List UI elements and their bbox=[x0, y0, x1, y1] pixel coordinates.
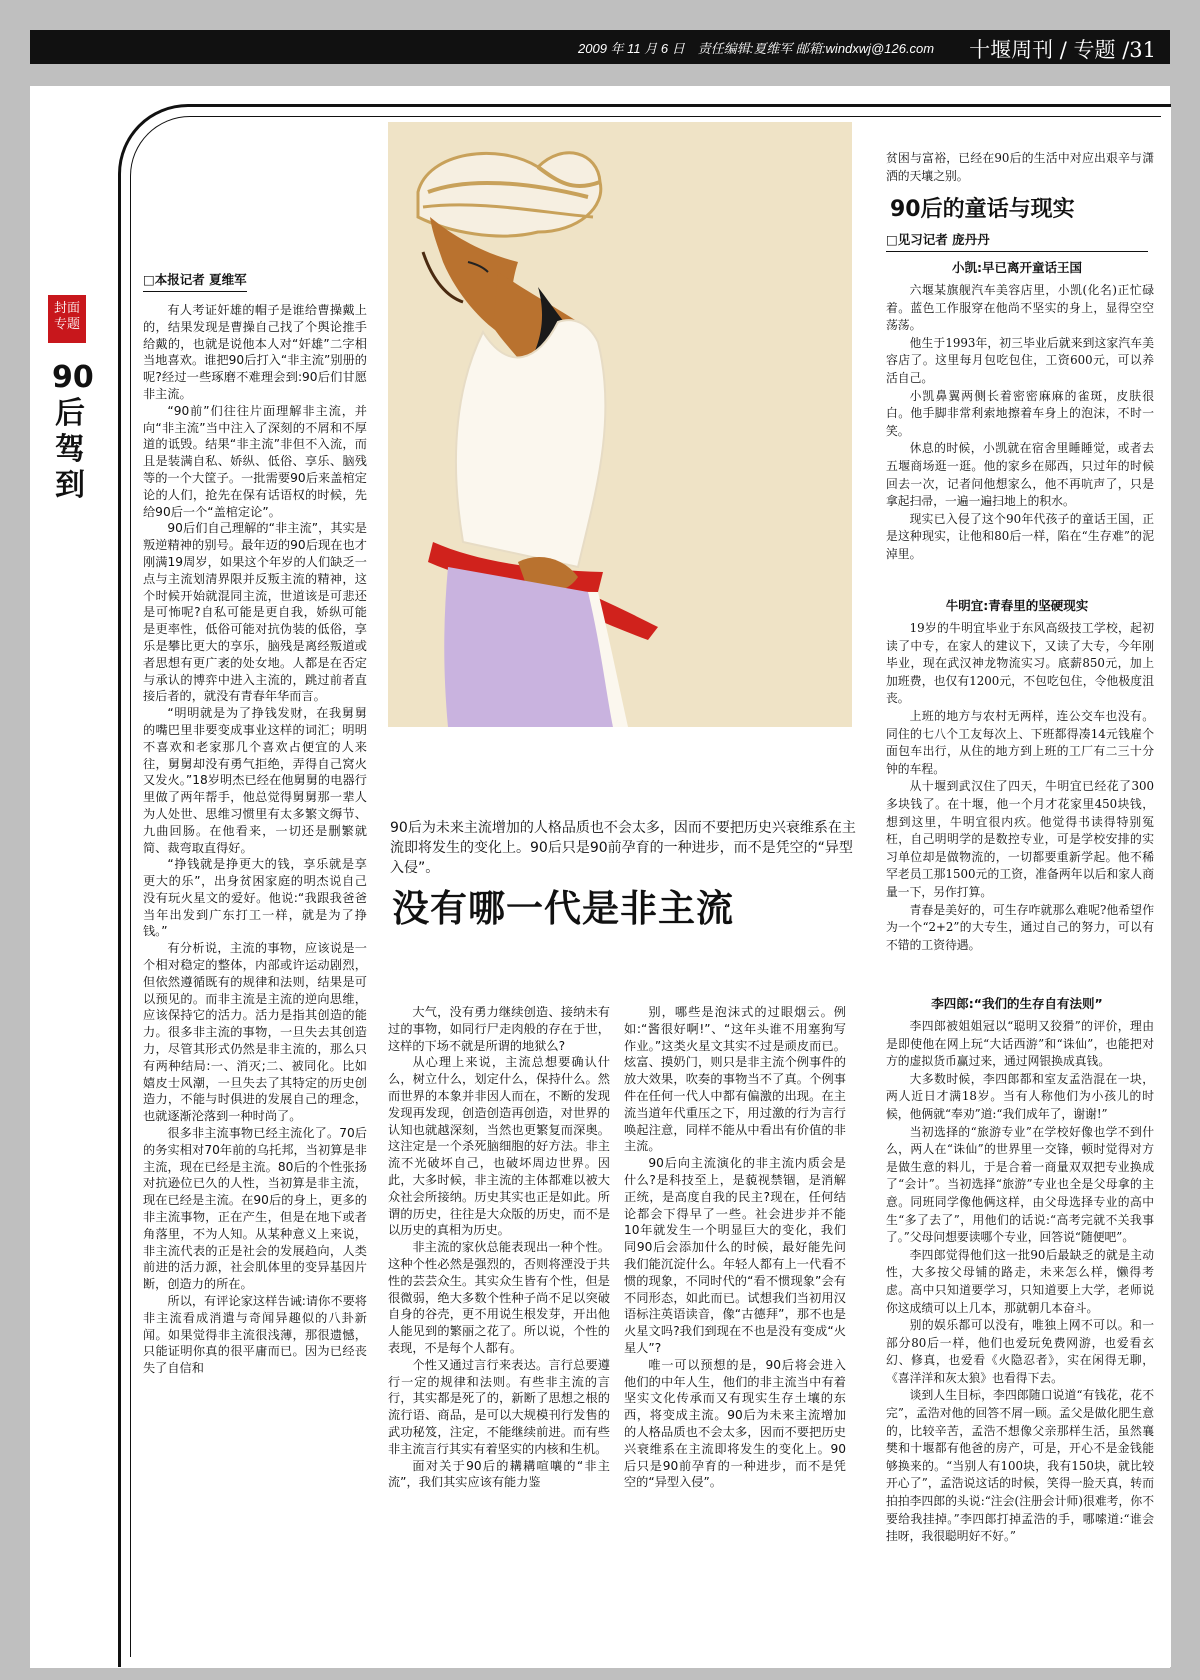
paragraph: 别的娱乐都可以没有，唯独上网不可以。和一部分80后一样，他们也爱玩免费网游，也爱看玄幻、修真，也爱看《火隐忍者》，实在闲得无聊，《喜洋洋和灰太狼》也看得下去。 bbox=[886, 1318, 1154, 1385]
header-bar bbox=[30, 30, 1170, 64]
vertical-title: 90后驾到 bbox=[52, 360, 94, 503]
header-info: 2009 年 11 月 6 日 责任编辑:夏维军 邮箱:windxwj@126.com bbox=[578, 41, 935, 56]
left-column-3 bbox=[624, 1004, 846, 1660]
paragraph: 休息的时候，小凯就在宿舍里睡睡觉，或者去五堰商场逛一逛。他的家乡在郧西，只过年的时候回去一次，记者问他想家么，他不再吭声了，只是拿起扫帚，一遍一遍扫地上的积水。 bbox=[886, 441, 1154, 509]
header-brand: 十堰周刊 / 专题 /31 bbox=[969, 38, 1156, 62]
paragraph: 别，哪些是泡沫式的过眼烟云。例如:“酱很好啊!”、“这年头谁不用塞狗写作业。”这类火星文其实不过是顽皮而已。炫富、摸奶门，则只是非主流个例事件的放大效果，吹奏的事物当不了真。个例事件在任何一代人中都有偏激的出现。在主流当道年代重压之下，用过激的行为言行唤起注意，同样不能从中看出有价值的非主流。 bbox=[624, 1005, 846, 1154]
paragraph: 六堰某旗舰汽车美容店里，小凯(化名)正忙碌着。蓝色工作服穿在他尚不坚实的身上，显得空空荡荡。 bbox=[886, 283, 1154, 333]
paragraph: 从心理上来说，主流总想要确认什么，树立什么，划定什么，保持什么。然而世界的本象并非因人而在，不断的发现发现再发现，创造创造再创造，对世界的认知也就越深刻，当然也更繁复而深奥。这注定是一个杀死脑细胞的好方法。非主流不光破坏自己，也破坏周边世界。因此，大多时候，非主流的主体都难以被大众社会所接纳。历史其实也正是如此。所谓的历史，往往是大众版的历史，而不是以历史的真相为历史。 bbox=[388, 1055, 610, 1238]
paragraph: 很多非主流事物已经主流化了。70后的务实相对70年前的乌托邦，当初算是非主流，现在已经是主流。80后的个性张扬对抗逊位已久的人性，当初算是非主流，现在已经是主流。在90后的身上，更多的非主流事物，正在产生，但是在地下或者角落里，不为人知。从某种意义上来说，非主流代表的正是社会的发展趋向，人类前进的活力源，社会肌体里的变异基因片断，创造力的所在。 bbox=[143, 1126, 367, 1292]
section-stamp: 封面专题 bbox=[48, 295, 86, 343]
paragraph: 现实已入侵了这个90年代孩子的童话王国，正是这种现实，让他和80后一样，陷在“生存难”的泥淖里。 bbox=[886, 511, 1154, 561]
section1-title: 小凯:早已离开童话王国 bbox=[952, 260, 1082, 275]
paragraph: 19岁的牛明宜毕业于东风高级技工学校，起初读了中专，在家人的建议下，又读了大专，今年刚毕业，现在武汉神龙物流实习。底薪850元，加上加班费，也仅有1200元，不包吃包住，令他极度沮丧。 bbox=[886, 621, 1154, 706]
paragraph: 大多数时候，李四郎都和室友孟浩混在一块，两人近日才满18岁。当有人称他们为小孩儿的时候，他俩就“奉劝”道:“我们成年了，谢谢!” bbox=[886, 1071, 1154, 1121]
right-byline: □见习记者 庞丹丹 bbox=[886, 230, 1148, 252]
paragraph: 所以，有评论家这样告诫:请你不要将非主流看成消遣与奇闻异趣似的八卦新闻。如果觉得非主流很浅薄，那很遗憾，只能证明你真的很平庸而已。因为已经丧失了自信和 bbox=[143, 1294, 367, 1376]
paragraph: 非主流的家伙总能表现出一种个性。这种个性必然是强烈的，否则将湮没于共性的芸芸众生。其实众生皆有个性，但是很微弱，绝大多数个性种子尚不足以突破自身的谷壳，更不用说生根发芽，开出他人能见到的繁丽之花了。所以说，个性的表现，不是每个人都有。 bbox=[388, 1240, 610, 1355]
paragraph: 大气，没有勇力继续创造、接纳未有过的事物，如同行尸走肉般的存在于世，这样的下场不就是所谓的地狱么? bbox=[388, 1005, 610, 1053]
left-column-1 bbox=[143, 302, 367, 1660]
paragraph: 青春是美好的，可生存咋就那么难呢?他希望作为一个“2+2”的大专生，通过自己的努力，可以有不错的工资待遇。 bbox=[886, 902, 1154, 952]
paragraph: “明明就是为了挣钱发财，在我舅舅的嘴巴里非要变成事业这样的词汇；明明不喜欢和老家那几个喜欢占便宜的人来往，舅舅却没有勇气拒绝，弄得自己窝火又发火。”18岁明杰已经在他舅舅的电器行里做了两年帮手，他总觉得舅舅那一辈人为人处世、思维习惯里有太多繁文缛节、九曲回肠。在他看来，一切还是删繁就简、裁弯取直得好。 bbox=[143, 706, 367, 855]
paragraph: 90后们自己理解的“非主流”，其实是叛逆精神的别号。最年迈的90后现在也才刚满19周岁，如果这个年岁的人们缺乏一点与主流划清界限并反叛主流的精神，这个时候开始就混同主流，世道该是可悲还是可怖呢?自私可能是更自我，娇纵可能是更率性，低俗可能对抗伪装的低俗，享乐是攀比更大的享乐，脑残是离经叛道或者思想有更广袤的处女地。人都是在否定与承认的博弈中进入主流的，跳过前者直接后者的，就没有青春年华而言。 bbox=[143, 521, 367, 704]
paragraph: 上班的地方与农村无两样，连公交车也没有。同住的七八个工友每次上、下班都得凑14元钱雇个面包车出行，从住的地方到上班的工厂有二三十分钟的车程。 bbox=[886, 708, 1154, 776]
paragraph: 90后向主流演化的非主流内质会是什么?是科技至上，是藐视禁锢，是消解正统，是高度自我的民主?现在，任何结论都会下得早了一些。社会进步并不能10年就发生一个明显巨大的变化，我们同90后会添加什么的时候，最好能先问我们能沉淀什么。年轻人都有上一代看不惯的现象，不同时代的“看不惯现象”会有不同形态，如此而已。试想我们当初用汉语标注英语读音，像“古德拜”，那不也是火星文吗?我们到现在不也是没有变成“火星人”? bbox=[624, 1156, 846, 1355]
paragraph: 李四郎被姐姐冠以“聪明又狡猾”的评价，理由是即使他在网上玩“大话西游”和“诛仙”，也能把对方的虚拟货币赢过来，通过网银换成真钱。 bbox=[886, 1019, 1154, 1069]
section3-title: 李四郎:“我们的生存自有法则” bbox=[931, 996, 1103, 1011]
lead-paragraph: 90后为未来主流增加的人格品质也不会太多，因而不要把历史兴衰维系在主流即将发生的变化上。90后只是90前孕育的一种进步，而不是凭空的“异型入侵”。 bbox=[390, 820, 856, 876]
paragraph: “90前”们往往片面理解非主流，并向“非主流”当中注入了深刻的不屑和不厚道的诋毁。结果“非主流”非但不入流，而且是装满自私、娇纵、低俗、享乐、脑残等的一个大筐子。一批需要90后来盖棺定论的人们，抢先在保有话语权的时候，先给90后一个“盖棺定论”。 bbox=[143, 403, 367, 519]
woman-illustration-icon bbox=[388, 122, 852, 727]
paragraph: 唯一可以预想的是，90后将会进入他们的中年人生，他们的非主流当中有着坚实文化传承而又有现实生存土壤的东西，将变成主流。90后为未来主流增加的人格品质也不会太多，因而不要把历史兴衰维系在主流即将发生的变化上。90后只是90前孕育的一种进步，而不是凭空的“异型入侵”。 bbox=[624, 1357, 846, 1490]
main-headline: 没有哪一代是非主流 bbox=[392, 886, 734, 930]
paragraph: 有人考证奸雄的帽子是谁给曹操戴上的，结果发现是曹操自己找了个舆论推手给戴的，也就是说他本人对“奸雄”二字相当地喜欢。谁把90后打入“非主流”别册的呢?经过一些琢磨不难理会到:90后们甘愿非主流。 bbox=[143, 303, 367, 401]
paragraph: 当初选择的“旅游专业”在学校好像也学不到什么，两人在“诛仙”的世界里一交锋，顿时觉得对方是做生意的料儿，于是合着一商量双双把专业换成了“会计”。当初选择“旅游”专业也全是父母拿的主意。同班同学像他俩这样，由父母选择专业的高中生“多了去了”，用他们的话说:“高考完就不关我事了。”父母问想要读哪个专业，回答说“随便吧”。 bbox=[886, 1124, 1154, 1245]
section2-title: 牛明宜:青春里的坚硬现实 bbox=[945, 598, 1089, 613]
paragraph: 从十堰到武汉住了四天，牛明宜已经花了300多块钱了。在十堰，他一个月才花家里450块钱，想到这里，牛明宜很内疚。他觉得书读得特别冤枉，自己明明学的是数控专业，可是学校安排的实习单位却是做物流的，一切都要重新学起。他不稀罕老员工那1500元的工资，准备两年以后和家人商量一下，另作打算。 bbox=[886, 779, 1154, 899]
paragraph: 李四郎觉得他们这一批90后最缺乏的就是主动性，大多按父母铺的路走，未来怎么样，懒得考虑。高中只知道要学习，只知道要上大学，老师说你这成绩可以上几本，那就朝几本奋斗。 bbox=[886, 1247, 1154, 1315]
paragraph: 面对关于90后的耩耩喧嚷的“非主流”，我们其实应该有能力鉴 bbox=[388, 1458, 610, 1490]
right-title: 90后的童话与现实 bbox=[890, 197, 1075, 222]
illustration bbox=[388, 122, 852, 727]
paragraph: 谈到人生目标，李四郎随口说道“有钱花，花不完”，孟浩对他的回答不屑一顾。孟父是做化肥生意的，比较辛苦，孟浩不想像父亲那样生活，虽然襄樊和十堰都有他爸的房产，可是，开心不是金钱能够换来的。“当别人有100块，我有150块，就比较开心了”，孟浩说这话的时候，笑得一脸天真，转而拍拍李四郎的头说:“注会(注册会计师)很难考，你不要给我挂掉。”李四郎打掉孟浩的手，哪嗦道:“谁会挂呀，我很聪明好不好。” bbox=[886, 1388, 1154, 1544]
paragraph: 小凯鼻翼两侧长着密密麻麻的雀斑，皮肤很白。他手脚非常利索地擦着车身上的泡沫，不时一笑。 bbox=[886, 388, 1154, 438]
paragraph: 他生于1993年，初三毕业后就来到这家汽车美容店了。这里每月包吃包住，工资600元，可以养活自己。 bbox=[886, 335, 1154, 385]
section1-body bbox=[886, 282, 1154, 588]
paragraph: 个性又通过言行来表达。言行总要遵行一定的规律和法则。有些非主流的言行，其实都是死了的，新断了思想之根的流行语、商品，是可以大规模刊行发售的武功秘笈，注定，不能继续前进。而有些非主流言行其实有着坚实的内核和生机。 bbox=[388, 1357, 610, 1456]
section2-body bbox=[886, 620, 1154, 988]
section3-body bbox=[886, 1018, 1154, 1660]
left-column-2 bbox=[388, 1004, 610, 1660]
right-intro: 贫困与富裕，已经在90后的生活中对应出艰辛与潇洒的天壤之别。 bbox=[886, 151, 1154, 183]
left-byline: □本报记者 夏维军 bbox=[143, 270, 247, 292]
paragraph: 有分析说，主流的事物，应该说是一个相对稳定的整体，内部或许运动剧烈，但依然遵循既有的规律和法则，结果是可以预见的。而非主流是主流的逆向思维，应该保持它的活力。活力是指其创造的能力。很多非主流的事物，一旦失去其创造力，尽管其形式仍然是非主流的，那么只有两种结局:一、消灭;二、被同化。比如嬉皮士风潮，一旦失去了其特定的历史创造力，不能与时俱进的发展自己的理念，也就逐渐沦落到一种时尚了。 bbox=[143, 941, 367, 1124]
paragraph: “挣钱就是挣更大的钱，享乐就是享更大的乐”，出身贫困家庭的明杰说自己没有玩火星文的爱好。他说:“我跟我爸爸当年出发到广东打工一样，就是为了挣钱。” bbox=[143, 857, 367, 939]
